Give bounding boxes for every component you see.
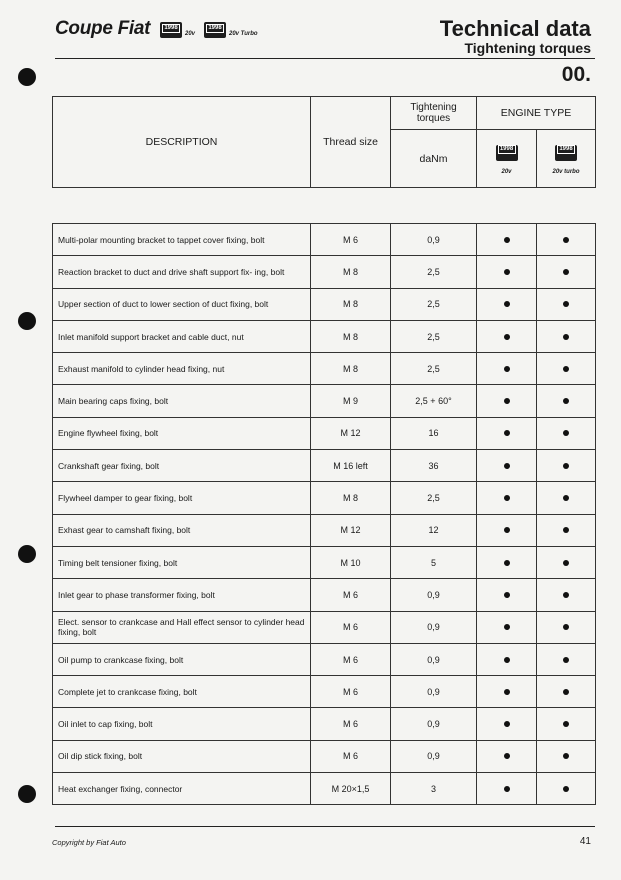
applicability-cell [477, 708, 537, 740]
table-row [53, 514, 596, 546]
unit-header: daNm [391, 130, 477, 188]
torque-cell: 0,9 [391, 708, 477, 740]
table-row [53, 450, 596, 482]
bullet-dot-icon [504, 463, 510, 469]
applicability-cell [537, 224, 596, 256]
torque-cell: 2,5 + 60° [391, 385, 477, 417]
table-row [53, 417, 596, 449]
torque-cell: 36 [391, 450, 477, 482]
table-row [53, 773, 596, 805]
applicability-cell [477, 353, 537, 385]
table-row [53, 546, 596, 578]
bullet-dot-icon [504, 657, 510, 663]
torque-cell: 0,9 [391, 611, 477, 643]
description-cell: Exhast gear to camshaft fixing, bolt [53, 514, 311, 546]
description-cell: Complete jet to crankcase fixing, bolt [53, 676, 311, 708]
copyright: Copyright by Fiat Auto [52, 838, 126, 847]
bullet-dot-icon [504, 560, 510, 566]
description-cell: Oil pump to crankcase fixing, bolt [53, 643, 311, 675]
thread-size-cell: M 8 [311, 288, 391, 320]
torque-cell: 0,9 [391, 740, 477, 772]
thread-size-cell: M 6 [311, 611, 391, 643]
thread-size-cell: M 8 [311, 320, 391, 352]
torque-cell: 5 [391, 546, 477, 578]
variant-label: 20v [185, 31, 196, 37]
header-rule [55, 58, 595, 59]
bullet-dot-icon [504, 624, 510, 630]
bullet-dot-icon [563, 495, 569, 501]
description-header: DESCRIPTION [53, 97, 311, 188]
description-cell: Oil dip stick fixing, bolt [53, 740, 311, 772]
applicability-cell [477, 320, 537, 352]
engine-badge-code: 1998 [206, 24, 224, 33]
bullet-dot-icon [504, 366, 510, 372]
engine-1-label: 20v [501, 168, 512, 175]
binder-hole-icon [18, 785, 36, 803]
engine-1-column [477, 130, 537, 188]
applicability-cell [477, 773, 537, 805]
binder-hole-icon [18, 545, 36, 563]
applicability-cell [537, 353, 596, 385]
torque-table [52, 223, 596, 805]
bullet-dot-icon [504, 398, 510, 404]
footer-rule [55, 826, 595, 827]
description-cell: Engine flywheel fixing, bolt [53, 417, 311, 449]
thread-size-cell: M 12 [311, 417, 391, 449]
applicability-cell [537, 676, 596, 708]
engine-badge-code: 1998 [162, 24, 180, 33]
description-cell: Elect. sensor to crankcase and Hall effect sensor to cylinder head fixing, bolt [53, 611, 311, 643]
torques-header: Tightening torques [391, 97, 477, 130]
engine-type-header: ENGINE TYPE [477, 97, 596, 130]
bullet-dot-icon [504, 430, 510, 436]
description-cell: Heat exchanger fixing, connector [53, 773, 311, 805]
engine-badge-code: 1998 [557, 145, 575, 154]
applicability-cell [537, 288, 596, 320]
applicability-cell [537, 773, 596, 805]
applicability-cell [537, 611, 596, 643]
bullet-dot-icon [563, 366, 569, 372]
thread-size-cell: M 6 [311, 643, 391, 675]
applicability-cell [477, 450, 537, 482]
table-row [53, 579, 596, 611]
description-cell: Exhaust manifold to cylinder head fixing, nut [53, 353, 311, 385]
page-number: 41 [579, 836, 591, 847]
description-cell: Crankshaft gear fixing, bolt [53, 450, 311, 482]
torque-cell: 2,5 [391, 256, 477, 288]
applicability-cell [477, 579, 537, 611]
table-row [53, 676, 596, 708]
bullet-dot-icon [563, 301, 569, 307]
applicability-cell [477, 643, 537, 675]
thread-size-cell: M 8 [311, 353, 391, 385]
bullet-dot-icon [563, 624, 569, 630]
applicability-cell [477, 514, 537, 546]
engine-badge-icon [555, 145, 577, 161]
applicability-cell [477, 288, 537, 320]
thread-size-cell: M 6 [311, 579, 391, 611]
bullet-dot-icon [563, 430, 569, 436]
thread-size-cell: M 9 [311, 385, 391, 417]
engine-2-label: 20v turbo [552, 168, 580, 175]
applicability-cell [537, 643, 596, 675]
table-row [53, 224, 596, 256]
torque-cell: 0,9 [391, 643, 477, 675]
engine-badge-icon [496, 145, 518, 161]
binder-hole-icon [18, 68, 36, 86]
applicability-cell [537, 708, 596, 740]
bullet-dot-icon [563, 786, 569, 792]
bullet-dot-icon [504, 495, 510, 501]
applicability-cell [537, 546, 596, 578]
torque-cell: 0,9 [391, 579, 477, 611]
applicability-cell [537, 320, 596, 352]
thread-size-cell: M 6 [311, 708, 391, 740]
bullet-dot-icon [563, 657, 569, 663]
description-cell: Inlet manifold support bracket and cable duct, nut [53, 320, 311, 352]
applicability-cell [477, 740, 537, 772]
table-row [53, 320, 596, 352]
applicability-cell [537, 256, 596, 288]
binder-hole-icon [18, 312, 36, 330]
table-row [53, 256, 596, 288]
bullet-dot-icon [563, 463, 569, 469]
thread-size-cell: M 8 [311, 482, 391, 514]
bullet-dot-icon [504, 592, 510, 598]
variant-label: 20v Turbo [229, 31, 258, 37]
table-row [53, 740, 596, 772]
applicability-cell [537, 514, 596, 546]
applicability-cell [477, 385, 537, 417]
bullet-dot-icon [504, 753, 510, 759]
bullet-dot-icon [563, 398, 569, 404]
description-cell: Oil inlet to cap fixing, bolt [53, 708, 311, 740]
section-number: 00. [561, 63, 591, 86]
table-row [53, 643, 596, 675]
applicability-cell [477, 224, 537, 256]
table-row [53, 385, 596, 417]
applicability-cell [537, 417, 596, 449]
applicability-cell [477, 676, 537, 708]
thread-size-cell: M 6 [311, 224, 391, 256]
thread-size-cell: M 6 [311, 740, 391, 772]
applicability-cell [537, 482, 596, 514]
torque-cell: 2,5 [391, 288, 477, 320]
bullet-dot-icon [504, 721, 510, 727]
bullet-dot-icon [504, 527, 510, 533]
description-cell: Multi-polar mounting bracket to tappet cover fixing, bolt [53, 224, 311, 256]
bullet-dot-icon [563, 753, 569, 759]
bullet-dot-icon [504, 269, 510, 275]
applicability-cell [477, 611, 537, 643]
bullet-dot-icon [563, 592, 569, 598]
description-cell: Timing belt tensioner fixing, bolt [53, 546, 311, 578]
engine-badge-icon [160, 22, 182, 38]
thread-size-cell: M 12 [311, 514, 391, 546]
table-row [53, 611, 596, 643]
bullet-dot-icon [504, 334, 510, 340]
page-title: Technical data [439, 16, 591, 41]
thread-size-cell: M 10 [311, 546, 391, 578]
bullet-dot-icon [563, 527, 569, 533]
torque-cell: 16 [391, 417, 477, 449]
torque-cell: 2,5 [391, 353, 477, 385]
bullet-dot-icon [563, 269, 569, 275]
bullet-dot-icon [563, 721, 569, 727]
thread-size-cell: M 8 [311, 256, 391, 288]
applicability-cell [477, 482, 537, 514]
bullet-dot-icon [504, 689, 510, 695]
torque-cell: 2,5 [391, 482, 477, 514]
brand-title: Coupe Fiat [55, 18, 151, 39]
applicability-cell [537, 450, 596, 482]
applicability-cell [537, 579, 596, 611]
torque-cell: 0,9 [391, 676, 477, 708]
description-cell: Inlet gear to phase transformer fixing, bolt [53, 579, 311, 611]
bullet-dot-icon [504, 301, 510, 307]
torque-cell: 0,9 [391, 224, 477, 256]
engine-badge-code: 1998 [498, 145, 516, 154]
torque-cell: 2,5 [391, 320, 477, 352]
applicability-cell [477, 546, 537, 578]
table-row [53, 288, 596, 320]
bullet-dot-icon [504, 237, 510, 243]
applicability-cell [537, 740, 596, 772]
applicability-cell [477, 256, 537, 288]
bullet-dot-icon [563, 560, 569, 566]
engine-badge-icon [204, 22, 226, 38]
table-row [53, 482, 596, 514]
engine-2-column [537, 130, 596, 188]
page-subtitle: Tightening torques [464, 40, 591, 56]
table-header [52, 96, 596, 188]
table-row [53, 353, 596, 385]
torque-cell: 12 [391, 514, 477, 546]
table-row [53, 708, 596, 740]
thread-size-cell: M 6 [311, 676, 391, 708]
bullet-dot-icon [563, 237, 569, 243]
description-cell: Main bearing caps fixing, bolt [53, 385, 311, 417]
description-cell: Flywheel damper to gear fixing, bolt [53, 482, 311, 514]
bullet-dot-icon [563, 689, 569, 695]
description-cell: Upper section of duct to lower section of duct fixing, bolt [53, 288, 311, 320]
applicability-cell [537, 385, 596, 417]
bullet-dot-icon [563, 334, 569, 340]
description-cell: Reaction bracket to duct and drive shaft support fix- ing, bolt [53, 256, 311, 288]
thread-size-cell: M 16 left [311, 450, 391, 482]
applicability-cell [477, 417, 537, 449]
thread-size-header: Thread size [311, 97, 391, 188]
torque-cell: 3 [391, 773, 477, 805]
bullet-dot-icon [504, 786, 510, 792]
thread-size-cell: M 20×1,5 [311, 773, 391, 805]
